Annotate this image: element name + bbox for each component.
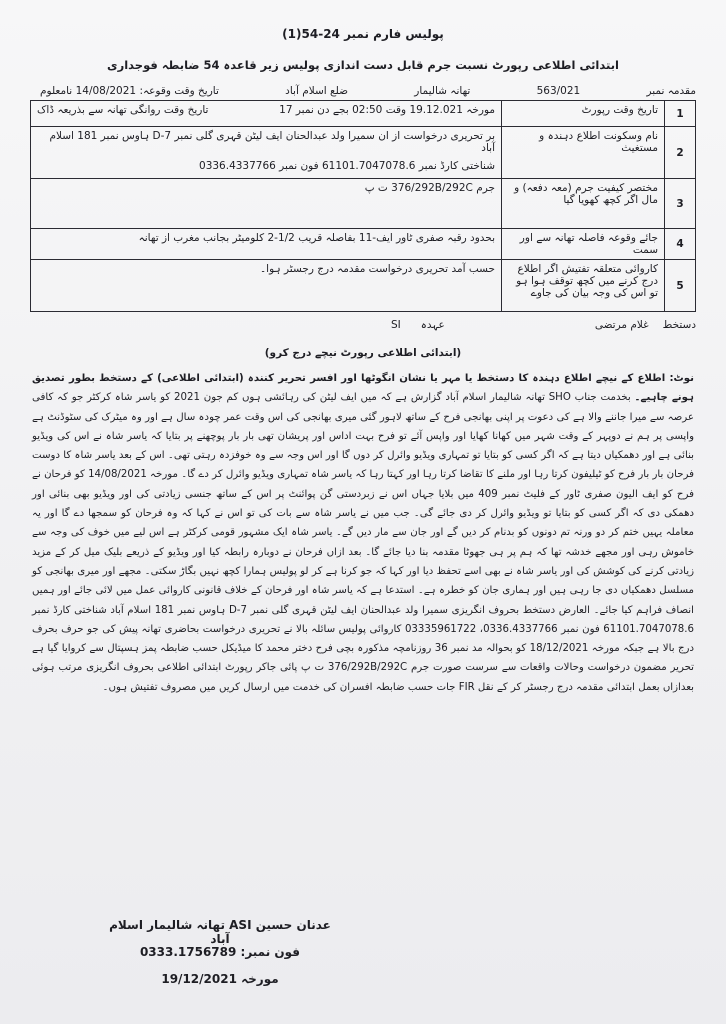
- table-row: [31, 260, 696, 312]
- row-label: نام وسکونت اطلاع دہندہ و مستغیث: [502, 127, 665, 179]
- fir-body: [32, 369, 694, 697]
- case-number: 563/021: [536, 85, 581, 97]
- row-value: [31, 101, 502, 127]
- signature-row: [30, 319, 696, 331]
- complainant-address: بر تحریری درخواست از ان سمیرا ولد عبدالحنان ایف لیٹن قہری گلی نمبر D-7 ہاوس نمبر 181 اسلام آباد: [49, 130, 495, 154]
- row-label: مختصر کیفیت جرم (معہ دفعہ) و مال اگر کچھ کھویا گیا: [502, 179, 665, 229]
- dispatch-info: تاریخ وقت روانگی تھانہ سے بذریعہ ڈاک: [37, 104, 209, 116]
- row-number: 1: [665, 101, 696, 127]
- table-row: [31, 127, 696, 179]
- action-taken: حسب آمد تحریری درخواست مقدمہ درج رجسٹر ہوا۔: [31, 260, 502, 312]
- row-number: 5: [665, 260, 696, 312]
- row-number: 3: [665, 179, 696, 229]
- occurrence-datetime: تاریخ وقت وقوعہ: 14/08/2021 نامعلوم: [40, 85, 219, 97]
- police-station: تھانہ شالیمار: [414, 85, 471, 97]
- report-date: مورخہ 19/12/2021: [161, 972, 279, 986]
- row-label: جائے وقوعہ فاصلہ تھانہ سے اور سمت: [502, 229, 665, 260]
- row-value: [31, 127, 502, 179]
- rank-label: عہدہ: [420, 319, 445, 331]
- note-lead: نوٹ: اطلاع کے نیچے اطلاع دہندہ کا دستخط یا مہر یا نشان انگوٹھا اور افسر تحریر کنندہ (ابتدائی اطلاعی) کے دستخط بطور تصدیق ہونے چاہیے۔: [32, 373, 694, 404]
- row-number: 2: [665, 127, 696, 179]
- signatory-name: غلام مرتضی: [594, 319, 649, 331]
- row-label: تاریخ وقت رپورٹ: [502, 101, 665, 127]
- officer-name: عدنان حسین ASI تھانہ شالیمار اسلام آباد: [109, 918, 331, 946]
- complaint-text: بخدمت جناب SHO تھانہ شالیمار اسلام آباد گزارش ہے کہ میں ایف لیٹن کی رہائشی ہوں کم جون 2021 کو یاسر شاہ کرکٹر جو کہ کافی عرصہ سے میرا جاننے والا ہے کی دعوت پر اپنی بھانجی فرح کے ساتھ لاہور گئی میری بھانجی کی اس وقت عمر چودہ سال ہے اور وہ میٹرک کی سٹوڈنٹ ہے واپسی پر ہم نے دوپہر کے وقت شہر میں کھانا کھایا اور واپس آئے تو فرح بہت اداس اور پریشان تھی بار بار پوچھنے پر بتایا کہ یاسر شاہ نے اس کی ویڈیو بنائی ہے اور دھمکیاں دیتا ہے کہ اگر کسی کو بتایا تو تمہاری ویڈیو وائرل کر دوں گا اور اس وجہ سے وہ خوفزدہ رہتی تھی۔ اس کے بعد یاسر شاہ کا دوست فرحان بار بار فرح کو ٹیلیفون کرتا رہا اور ملنے کا تقاضا کرتا رہا اور کہتا رہا کہ یاسر شاہ تمہاری ویڈیو وائرل کر دے گا۔ مورخہ 14/08/2021 کو فرحان نے فرح کو ایف الیون صفری ٹاور کے فلیٹ نمبر 409 میں بلایا جہاں اس نے زبردستی گن پوائنٹ پر اس کے ساتھ جنسی زیادتی کی اور ویڈیو بھی بنائی اور دھمکی دی کہ اگر کسی کو بتایا تو ویڈیو وائرل کر دی جائے گی۔ جب میں نے یاسر شاہ سے بات کی تو اس نے کہا کہ وہ فرحان کو سمجھا دے گا اور یہ معاملہ یہیں ختم کر دو ورنہ تم دونوں کو بدنام کر دیں گے اور جان سے مار دیں گے۔ یاسر شاہ ایک مشہور قومی کرکٹر ہے اس لیے میں خوف کی وجہ سے خاموش رہی اور مجھے خدشہ تھا کہ ہم پر ہی جھوٹا مقدمہ بنا دیا جائے گا۔ بعد ازاں فرحان نے دوبارہ رابطہ کیا اور ویڈیو کے ذریعے بلیک میل کر کے مزید زیادتی کرنے کی کوشش کی اور یاسر شاہ نے بھی اسے تحفظ دیا اور کہا کہ جو کرنا ہے کر لو پولیس ہمارا کچھ نہیں بگاڑ سکتی۔ مجھے اور میری بھانجی کو مسلسل دھمکیاں دی جا رہی ہیں اور ہماری جان کو خطرہ ہے۔ استدعا ہے کہ یاسر شاہ اور فرحان کے خلاف قانونی کاروائی عمل میں لائی جائے اور ہمیں انصاف فراہم کیا جائے۔ العارض دستخط بحروف انگریزی سمیرا ولد عبدالحنان ایف لیٹن قہری گلی نمبر D-7 ہاوس نمبر 181 اسلام آباد شناختی کارڈ نمبر 61101.7047078.6 فون نمبر 0336.4337766، 03335961722 کاروائی پولیس سائلہ بالا نے تحریری درخواست بحاضری تھانہ پیش کی جو حرف بحرف درج بالا ہے جبکہ مورخہ 18/12/2021 کو بحوالہ مد نمبر 36 روزنامچہ مذکورہ بچی فرح دختر محمد کا میڈیکل حسب ضابطہ پمز ہسپتال سے کروایا گیا ہے تحریر مضمون درخواست وحالات واقعات سے سرست صورت جرم 376/292B/292C ت پ پائی جاکر رپورٹ ابتدائی اطلاعی بحروف انگریزی مرتب ہوئی بعدازاں بعمل ابتدائی مقدمہ درج رجسٹر کر کے نقل FIR جات حسب ضابطہ افسران کی خدمت میں ارسال کریں میں مصروف تفتیش ہوں۔: [32, 392, 695, 693]
- form-title: پولیس فارم نمبر 24-54(1): [282, 27, 444, 41]
- complainant-id-phone: شناختی کارڈ نمبر 61101.7047078.6 فون نمبر 0336.4337766: [199, 160, 495, 172]
- row-label: کاروائی متعلقہ تفتیش اگر اطلاع درج کرنے میں کچھ توقف ہوا ہو تو اس کی وجہ بیان کی جاوے: [502, 260, 665, 312]
- offence-sections: جرم 376/292B/292C ت پ: [31, 179, 502, 229]
- report-datetime: مورخہ 19.12.021 وقت 02:50 بجے دن نمبر 17: [279, 104, 495, 116]
- place-of-occurrence: بحدود رقبہ صفری ٹاور ایف-11 بفاصلہ قریب 1/2-2 کلومیٹر بجانب مغرب از تھانہ: [31, 229, 502, 260]
- fir-table: [30, 100, 696, 312]
- district: ضلع اسلام آباد: [285, 85, 348, 97]
- row-number: 4: [665, 229, 696, 260]
- table-row: [31, 229, 696, 260]
- report-title: ابتدائی اطلاعی رپورٹ نسبت جرم قابل دست اندازی پولیس زیر قاعدہ 54 ضابطہ فوجداری: [107, 58, 619, 72]
- officer-phone: فون نمبر: 0333.1756789: [139, 945, 301, 959]
- case-meta-row: [40, 82, 696, 100]
- rank-value: SI: [390, 319, 401, 331]
- signature-label: دستخط: [662, 319, 696, 331]
- table-row: [31, 101, 696, 127]
- table-row: [31, 179, 696, 229]
- case-number-label: مقدمہ نمبر: [646, 85, 696, 97]
- subheading: (ابتدائی اطلاعی رپورٹ نیچے درج کرو): [264, 347, 462, 359]
